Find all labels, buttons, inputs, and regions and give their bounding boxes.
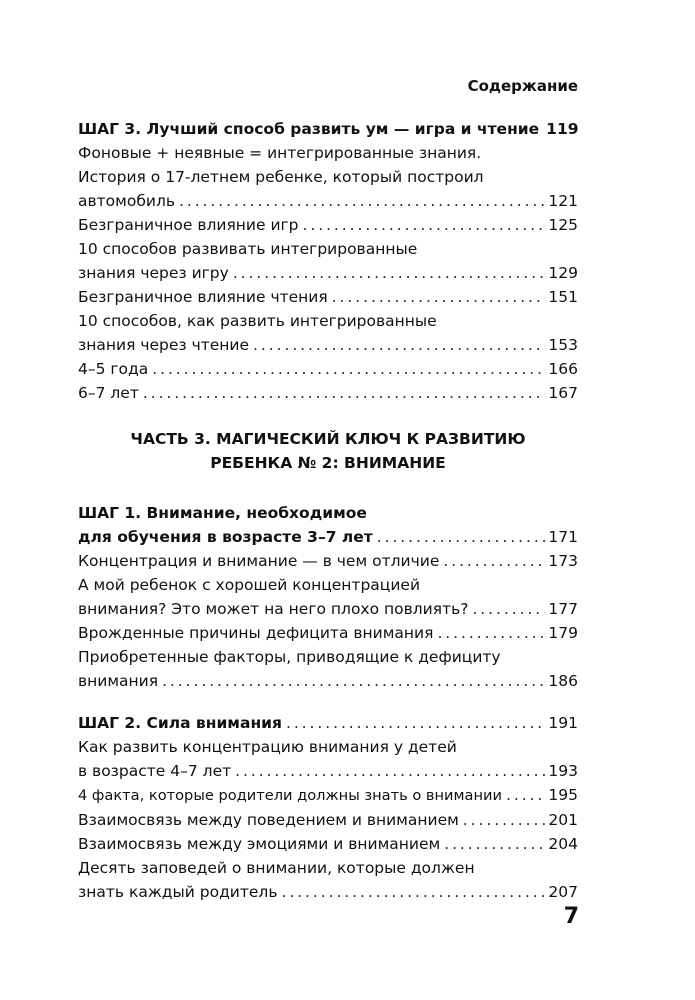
toc-entry[interactable]: [78, 141, 578, 213]
toc-step-3[interactable]: [78, 117, 578, 141]
toc-page-number: 119: [546, 120, 579, 138]
toc-page-number: 125: [548, 216, 578, 234]
toc-entry[interactable]: [78, 856, 578, 904]
toc-entry[interactable]: [78, 381, 578, 405]
toc-page-number: 204: [548, 835, 578, 853]
part-heading-line: ЧАСТЬ 3. МАГИЧЕСКИЙ КЛЮЧ К РАЗВИТИЮ: [130, 430, 526, 448]
part-heading-line: РЕБЕНКА № 2: ВНИМАНИЕ: [210, 454, 446, 472]
toc-entry-line: Приобретенные факторы, приводящие к дефициту: [78, 648, 501, 666]
toc-page-number: 195: [548, 786, 578, 804]
leader-dots: [437, 621, 545, 645]
toc-entry[interactable]: [78, 237, 578, 285]
toc-page-number: 171: [548, 528, 578, 546]
toc-entry-title: 6–7 лет: [78, 384, 139, 402]
toc-page-number: 167: [548, 384, 578, 402]
toc-entry-line: Как развить концентрацию внимания у детей: [78, 738, 457, 756]
toc-entry-title: автомобиль: [78, 192, 175, 210]
toc-page-number: 151: [548, 288, 578, 306]
leader-dots: [286, 711, 545, 735]
toc-page-number: 166: [548, 360, 578, 378]
toc-step-2[interactable]: [78, 711, 578, 735]
toc-entry[interactable]: [78, 735, 578, 783]
leader-dots: [443, 549, 545, 573]
toc-step-title: ШАГ 2. Сила внимания: [78, 714, 282, 732]
toc-entry-line: Фоновые + неявные = интегрированные знания.: [78, 144, 482, 162]
leader-dots: [235, 759, 545, 783]
leader-dots: [332, 285, 546, 309]
toc-page-number: 173: [548, 552, 578, 570]
toc-entry-line: История о 17-летнем ребенке, который построил: [78, 168, 484, 186]
toc-entry[interactable]: [78, 213, 578, 237]
toc-step-title: для обучения в возрасте 3–7 лет: [78, 528, 373, 546]
leader-dots: [233, 261, 546, 285]
leader-dots: [143, 381, 546, 405]
leader-dots: [253, 333, 545, 357]
toc-page-number: 207: [548, 883, 578, 901]
toc-entry-title: в возрасте 4–7 лет: [78, 762, 232, 780]
leader-dots: [152, 357, 545, 381]
toc-entry-title: внимания: [78, 672, 159, 690]
toc-page-number: 121: [548, 192, 578, 210]
toc-entry-title: знать каждый родитель: [78, 883, 278, 901]
toc-page-number: 177: [548, 600, 578, 618]
toc-entry[interactable]: [78, 621, 578, 645]
toc-entry-line: 10 способов, как развить интегрированные: [78, 312, 437, 330]
toc-entry-title: 4 факта, которые родители должны знать о внимании: [78, 787, 502, 804]
toc-entry-title: Взаимосвязь между эмоциями и вниманием: [78, 835, 441, 853]
toc-step-title: ШАГ 3. Лучший способ развить ум — игра и чтение: [78, 120, 540, 138]
toc-entry-title: Концентрация и внимание — в чем отличие: [78, 552, 440, 570]
leader-dots: [472, 597, 545, 621]
toc-entry[interactable]: [78, 357, 578, 381]
leader-dots: [506, 783, 545, 807]
leader-dots: [162, 669, 545, 693]
toc-entry-title: Безграничное влияние чтения: [78, 288, 328, 306]
toc-entry[interactable]: [78, 549, 578, 573]
toc-entry-line: А мой ребенок с хорошей концентрацией: [78, 576, 421, 594]
toc-page-number: 201: [548, 811, 578, 829]
toc-step-1[interactable]: [78, 501, 578, 549]
toc-page-number: 191: [548, 714, 578, 732]
toc-page-number: 129: [548, 264, 578, 282]
toc-entry-title: знания через игру: [78, 264, 229, 282]
leader-dots: [377, 525, 546, 549]
toc-page-number: 153: [548, 336, 578, 354]
toc-entry[interactable]: [78, 309, 578, 357]
toc-entry-title: внимания? Это может на него плохо повлиять?: [78, 600, 469, 618]
toc-entry-line: 10 способов развивать интегрированные: [78, 240, 418, 258]
toc-entry[interactable]: [78, 645, 578, 693]
toc-entry-title: знания через чтение: [78, 336, 250, 354]
page-number: 7: [563, 904, 579, 929]
toc-entry-title: 4–5 года: [78, 360, 149, 378]
running-header: Содержание: [467, 77, 578, 95]
toc-entry-line: Десять заповедей о внимании, которые должен: [78, 859, 475, 877]
toc-page-number: 186: [548, 672, 578, 690]
leader-dots: [179, 189, 545, 213]
part-heading[interactable]: [78, 427, 578, 475]
toc-entry-title: Врожденные причины дефицита внимания: [78, 624, 434, 642]
toc-page-number: 179: [548, 624, 578, 642]
toc-entry[interactable]: [78, 832, 578, 856]
toc-entry-title: Взаимосвязь между поведением и вниманием: [78, 811, 459, 829]
table-of-contents: [78, 117, 578, 904]
toc-step-title: ШАГ 1. Внимание, необходимое: [78, 504, 367, 522]
leader-dots: [303, 213, 546, 237]
toc-entry[interactable]: [78, 573, 578, 621]
leader-dots: [281, 880, 545, 904]
toc-entry[interactable]: [78, 285, 578, 309]
toc-entry[interactable]: [78, 808, 578, 832]
toc-entry[interactable]: [78, 783, 578, 808]
toc-page-number: 193: [548, 762, 578, 780]
toc-entry-title: Безграничное влияние игр: [78, 216, 299, 234]
leader-dots: [463, 808, 546, 832]
leader-dots: [444, 832, 545, 856]
